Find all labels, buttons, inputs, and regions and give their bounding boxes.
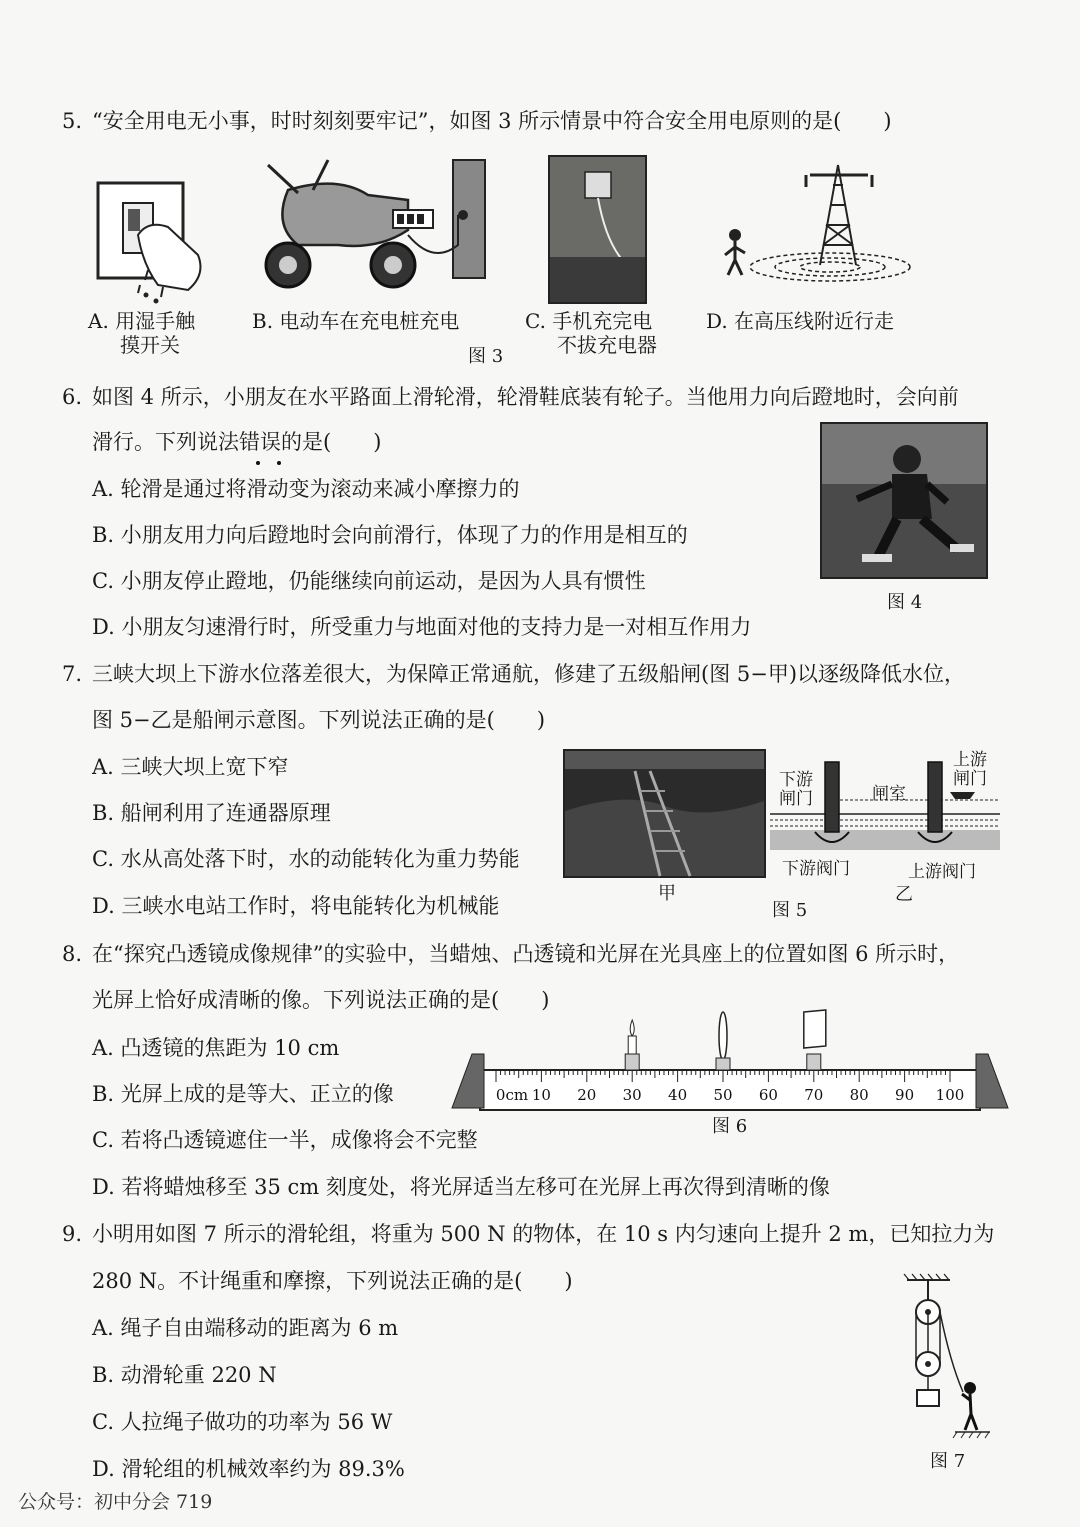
fig5-downstream-gate-l1: 下游 xyxy=(779,770,813,790)
q8-number: 8. xyxy=(62,942,83,966)
q7-option-d: D. 三峡水电站工作时，将电能转化为机械能 xyxy=(92,894,500,918)
fig5-label: 图 5 xyxy=(772,900,808,921)
bench-tick-label: 90 xyxy=(895,1086,915,1104)
fig3-option-d: D. 在高压线附近行走 xyxy=(706,309,895,333)
fig5-downstream-valve-label: 下游阀门 xyxy=(782,859,850,879)
q6-option-c: C. 小朋友停止蹬地，仍能继续向前运动，是因为人具有惯性 xyxy=(92,569,646,593)
fig3-ebike-charging xyxy=(258,155,498,300)
q7-line1-text: 三峡大坝上下游水位落差很大，为保障正常通航，修建了五级船闸(图 5−甲)以逐级降低水位， xyxy=(92,662,966,686)
bench-tick-label-0: 0cm xyxy=(495,1086,529,1104)
q7-option-a: A. 三峡大坝上宽下窄 xyxy=(92,755,289,779)
fig3-wet-hand-switch xyxy=(88,165,213,305)
emphasis-dot xyxy=(277,461,281,465)
fig3-label: 图 3 xyxy=(468,346,504,367)
fig6-optical-bench xyxy=(450,1008,1010,1114)
fig5-upstream-gate-l2: 闸门 xyxy=(953,769,987,789)
fig3-charger-photo xyxy=(548,155,647,304)
fig3-option-a-line1: A. 用湿手触 xyxy=(88,309,196,333)
q6-line1-text: 如图 4 所示，小朋友在水平路面上滑轮滑，轮滑鞋底装有轮子。当他用力向后蹬地时，会向前 xyxy=(92,385,959,409)
fig5-upstream-valve-label: 上游阀门 xyxy=(908,862,976,882)
fig3-option-c-line2: 不拔充电器 xyxy=(557,333,657,357)
q7-option-b: B. 船闸利用了连通器原理 xyxy=(92,801,331,825)
fig5-upstream-gate-label xyxy=(953,751,987,789)
q9-option-c: C. 人拉绳子做功的功率为 56 W xyxy=(92,1410,393,1434)
q9-number: 9. xyxy=(62,1222,83,1246)
footer-account: 公众号：初中分会 719 xyxy=(18,1491,213,1513)
q8-line1-text: 在“探究凸透镜成像规律”的实验中，当蜡烛、凸透镜和光屏在光具座上的位置如图 6 所示时， xyxy=(92,942,960,966)
fig3-option-b: B. 电动车在充电桩充电 xyxy=(252,309,460,333)
bench-tick-label: 70 xyxy=(804,1086,824,1104)
fig6-label: 图 6 xyxy=(712,1116,748,1137)
q8-stem-line2: 光屏上恰好成清晰的像。下列说法正确的是( ) xyxy=(92,988,550,1012)
fig5-yi-label: 乙 xyxy=(895,884,913,905)
q8-option-b: B. 光屏上成的是等大、正立的像 xyxy=(92,1082,394,1106)
bench-tick-label: 30 xyxy=(622,1086,642,1104)
fig3-option-a xyxy=(88,309,195,357)
q8-stem-line1 xyxy=(62,940,959,968)
q6-number: 6. xyxy=(62,385,83,409)
fig3-option-a-line2: 摸开关 xyxy=(120,333,180,357)
fig5-downstream-gate-l2: 闸门 xyxy=(779,789,813,809)
fig6-light-screen xyxy=(804,1010,826,1070)
fig3-option-c-line1: C. 手机充完电 xyxy=(525,309,653,333)
bench-tick-label: 80 xyxy=(849,1086,869,1104)
q7-option-c: C. 水从高处落下时，水的动能转化为重力势能 xyxy=(92,847,520,871)
bench-tick-label: 20 xyxy=(577,1086,597,1104)
bench-tick-label: 50 xyxy=(713,1086,733,1104)
q9-option-a: A. 绳子自由端移动的距离为 6 m xyxy=(92,1316,399,1340)
fig7-label: 图 7 xyxy=(930,1451,966,1472)
q9-option-b: B. 动滑轮重 220 N xyxy=(92,1363,277,1387)
bench-tick-label: 60 xyxy=(758,1086,778,1104)
bench-tick-label: 40 xyxy=(668,1086,688,1104)
q8-option-c: C. 若将凸透镜遮住一半，成像将会不完整 xyxy=(92,1128,478,1152)
fig5-jia-photo xyxy=(563,749,766,878)
q5-stem xyxy=(62,107,892,135)
fig5-chamber-label: 闸室 xyxy=(872,784,906,804)
emphasis-dot xyxy=(256,461,260,465)
q5-stem-text: “安全用电无小事，时时刻刻要牢记”，如图 3 所示情景中符合安全用电原则的是( ) xyxy=(92,109,892,133)
bench-tick-label: 100 xyxy=(935,1086,965,1104)
q9-stem-line2: 280 N。不计绳重和摩擦，下列说法正确的是( ) xyxy=(92,1269,573,1293)
q6-stem-line1 xyxy=(62,383,959,411)
q8-option-d: D. 若将蜡烛移至 35 cm 刻度处，将光屏适当左移可在光屏上再次得到清晰的像 xyxy=(92,1175,830,1199)
fig5-upstream-gate-l1: 上游 xyxy=(953,750,987,770)
fig6-candle xyxy=(625,1020,639,1070)
q7-stem-line2: 图 5−乙是船闸示意图。下列说法正确的是( ) xyxy=(92,708,546,732)
q7-number: 7. xyxy=(62,662,83,686)
q6-option-d: D. 小朋友匀速滑行时，所受重力与地面对他的支持力是一对相互作用力 xyxy=(92,615,752,639)
q9-stem-line1 xyxy=(62,1220,994,1248)
q6-option-b: B. 小朋友用力向后蹬地时会向前滑行，体现了力的作用是相互的 xyxy=(92,523,688,547)
q7-stem-line1 xyxy=(62,660,965,688)
q6-option-a: A. 轮滑是通过将滑动变为滚动来减小摩擦力的 xyxy=(92,477,520,501)
fig4-rollerskate-photo xyxy=(820,422,988,579)
q8-option-a: A. 凸透镜的焦距为 10 cm xyxy=(92,1036,340,1060)
fig3-high-voltage-tower xyxy=(710,155,910,295)
q9-option-d: D. 滑轮组的机械效率约为 89.3% xyxy=(92,1457,405,1481)
fig4-label: 图 4 xyxy=(887,592,923,613)
fig7-pulley-system xyxy=(895,1272,995,1442)
q5-number: 5. xyxy=(62,109,83,133)
fig6-convex-lens xyxy=(716,1012,730,1070)
fig5-downstream-gate-label xyxy=(779,771,813,809)
bench-tick-label: 10 xyxy=(531,1086,551,1104)
q9-line1-text: 小明用如图 7 所示的滑轮组，将重为 500 N 的物体，在 10 s 内匀速向上提升 2 m，已知拉力为 xyxy=(92,1222,995,1246)
fig5-jia-label: 甲 xyxy=(658,883,676,904)
fig3-option-c xyxy=(525,309,657,357)
q6-stem-line2: 滑行。下列说法错误的是( ) xyxy=(92,430,382,454)
